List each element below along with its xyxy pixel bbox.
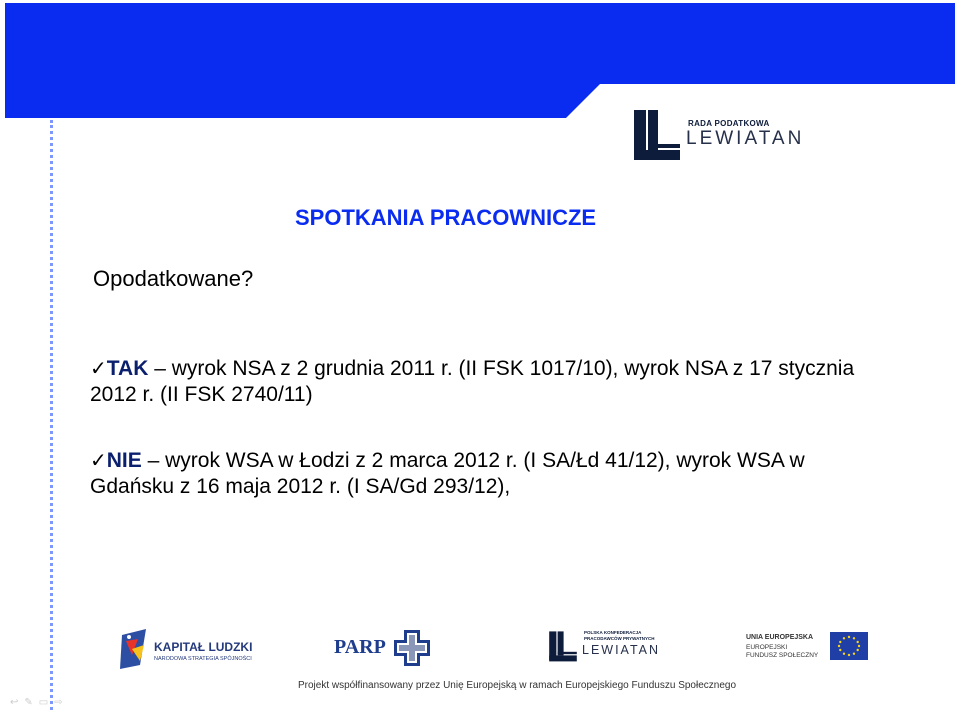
checkmark-icon: ✓ [90,450,107,472]
bullet-tak [90,356,870,408]
slide-title: SPOTKANIA PRACOWNICZE [295,205,597,230]
eu-flag-icon [830,632,868,660]
bullet-text: – wyrok NSA z 2 grudnia 2011 r. (II FSK 1017/10), wyrok NSA z 17 stycznia 2012 r. (II FSK 2740/11) [90,357,855,406]
kapital-ludzki-logo [118,625,258,673]
kapital-ludzki-icon [118,625,150,671]
kl-title: KAPITAŁ LUDZKI [154,640,253,654]
parp-label: PARP [334,636,386,658]
back-icon[interactable]: ↩ [10,697,25,708]
footer-note: Projekt współfinansowany przez Unię Europejską w ramach Europejskiego Funduszu Społecznego [298,680,737,691]
bullet-text: – wyrok WSA w Łodzi z 2 marca 2012 r. (I SA/Łd 41/12), wyrok WSA w Gdańsku z 16 maja 2012 r. (I SA/Gd 293/12), [90,449,805,498]
kl-subtitle: NARODOWA STRATEGIA SPÓJNOŚCI [154,656,252,662]
menu-icon[interactable]: ▭ [38,697,55,708]
ue-line2-text: EUROPEJSKI [746,644,788,651]
lewiatan-logo-icon [632,108,682,164]
pen-icon[interactable]: ✎ [24,697,39,708]
eu-logo [744,632,874,672]
slide-nav-controls[interactable] [10,697,69,708]
lewiatan-logo-icon [548,630,578,664]
bullet-label: NIE [106,449,142,472]
banner-cut [560,84,600,124]
slide-question: Opodatkowane? [93,266,254,291]
rada-podatkowa-lewiatan-logo [632,108,812,164]
bullet-nie [90,448,870,500]
konf-lewiatan-label: LEWIATAN [582,643,661,657]
parp-icon [394,630,430,666]
ue-line3-text: FUNDUSZ SPOŁECZNY [746,652,819,659]
forward-icon[interactable]: ⇨ [54,697,69,708]
konfederacja-label: POLSKA KONFEDERACJA PRACODAWCÓW PRYWATNYCH [584,630,655,641]
ue-line1: UNIA EUROPEJSKA [746,634,814,641]
parp-logo [334,630,434,670]
konfederacja-lewiatan-logo [548,630,678,670]
checkmark-icon: ✓ [90,358,107,380]
lewiatan-label: LEWIATAN [686,128,805,149]
ue-line2 [746,644,818,660]
footer-logos [0,620,960,680]
bullet-label: TAK [106,357,149,380]
rada-podatkowa-label: RADA PODATKOWA [688,119,770,128]
